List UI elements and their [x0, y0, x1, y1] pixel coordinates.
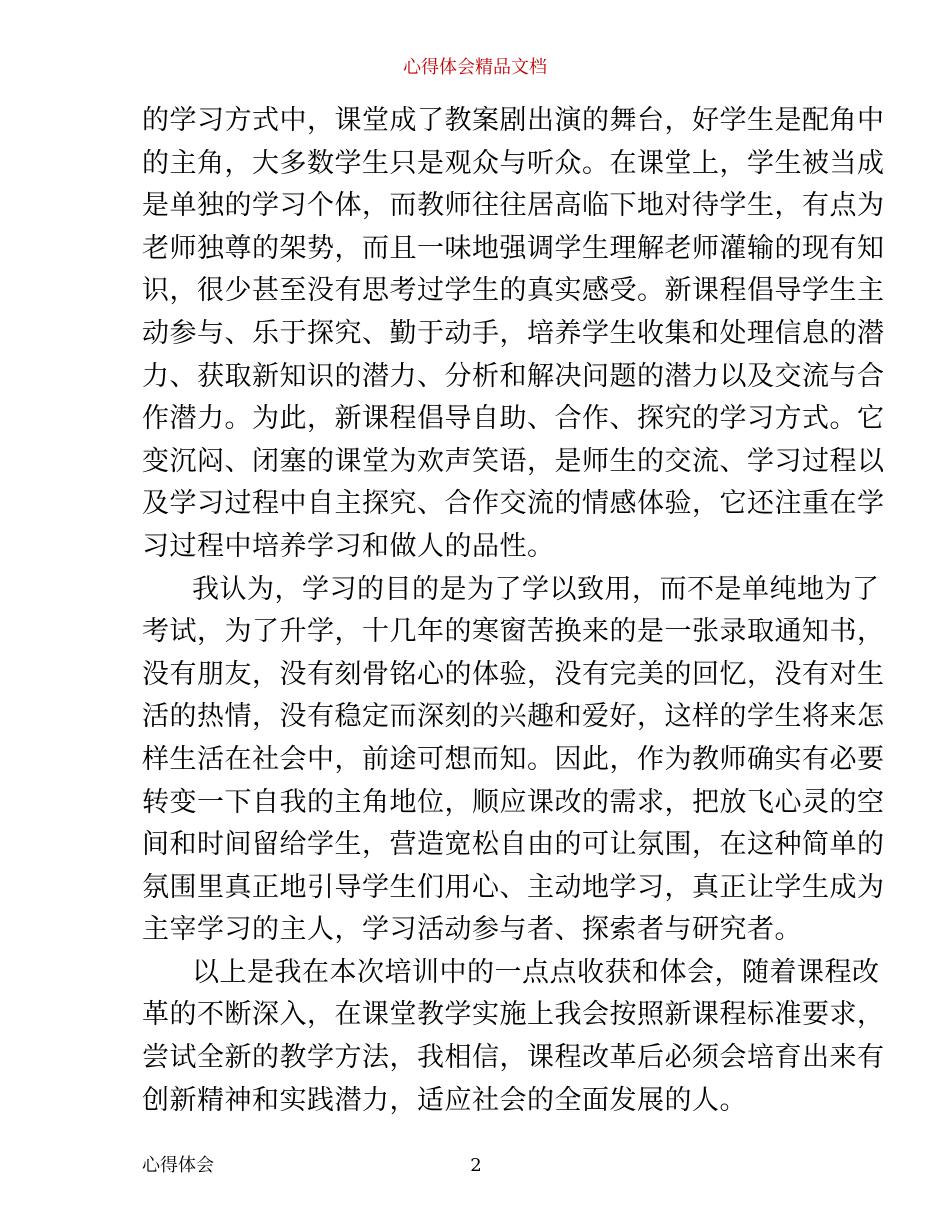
text-line: 主宰学习的主人，学习活动参与者、探索者与研究者。 — [142, 914, 802, 946]
paragraph-start-line: 以上是我在本次培训中的一点点收获和体会，随着课程改 — [192, 956, 880, 988]
text-line: 间和时间留给学生，营造宽松自由的可让氛围，在这种简单的 — [142, 829, 885, 861]
text-line: 样生活在社会中，前途可想而知。因此，作为教师确实有必要 — [142, 743, 885, 775]
text-line: 没有朋友，没有刻骨铭心的体验，没有完美的回忆，没有对生 — [142, 658, 885, 690]
text-line: 活的热情，没有稳定而深刻的兴趣和爱好，这样的学生将来怎 — [142, 701, 885, 733]
text-line: 转变一下自我的主角地位，顺应课改的需求，把放飞心灵的空 — [142, 786, 885, 818]
text-line: 及学习过程中自主探究、合作交流的情感体验，它还注重在学 — [142, 488, 885, 520]
text-line: 考试，为了升学，十几年的寒窗苦换来的是一张录取通知书， — [142, 616, 885, 648]
page-number: 2 — [470, 1155, 482, 1176]
text-line: 动参与、乐于探究、勤于动手，培养学生收集和处理信息的潜 — [142, 317, 885, 349]
text-line: 变沉闷、闭塞的课堂为欢声笑语，是师生的交流、学习过程以 — [142, 445, 885, 477]
footer-label: 心得体会 — [142, 1155, 214, 1176]
document-body — [142, 100, 885, 1122]
text-line: 革的不断深入，在课堂教学实施上我会按照新课程标准要求， — [142, 999, 885, 1031]
paragraph-start-line: 我认为，学习的目的是为了学以致用，而不是单纯地为了 — [192, 573, 880, 605]
text-line: 识，很少甚至没有思考过学生的真实感受。新课程倡导学生主 — [142, 275, 885, 307]
text-line: 创新精神和实践潜力，适应社会的全面发展的人。 — [142, 1084, 747, 1116]
text-line: 的主角，大多数学生只是观众与听众。在课堂上，学生被当成 — [142, 147, 885, 179]
text-line: 老师独尊的架势，而且一味地强调学生理解老师灌输的现有知 — [142, 232, 885, 264]
page-header-title: 心得体会精品文档 — [403, 57, 547, 78]
text-line: 的学习方式中，课堂成了教案剧出演的舞台，好学生是配角中 — [142, 105, 885, 136]
text-line: 是单独的学习个体，而教师往往居高临下地对待学生，有点为 — [142, 190, 885, 222]
text-line: 力、获取新知识的潜力、分析和解决问题的潜力以及交流与合 — [142, 360, 885, 392]
text-line: 尝试全新的教学方法，我相信，课程改革后必须会培育出来有 — [142, 1042, 885, 1074]
text-line: 氛围里真正地引导学生们用心、主动地学习，真正让学生成为 — [142, 871, 885, 903]
text-line: 作潜力。为此，新课程倡导自助、合作、探究的学习方式。它 — [142, 403, 885, 435]
text-line: 习过程中培养学习和做人的品性。 — [142, 530, 555, 562]
